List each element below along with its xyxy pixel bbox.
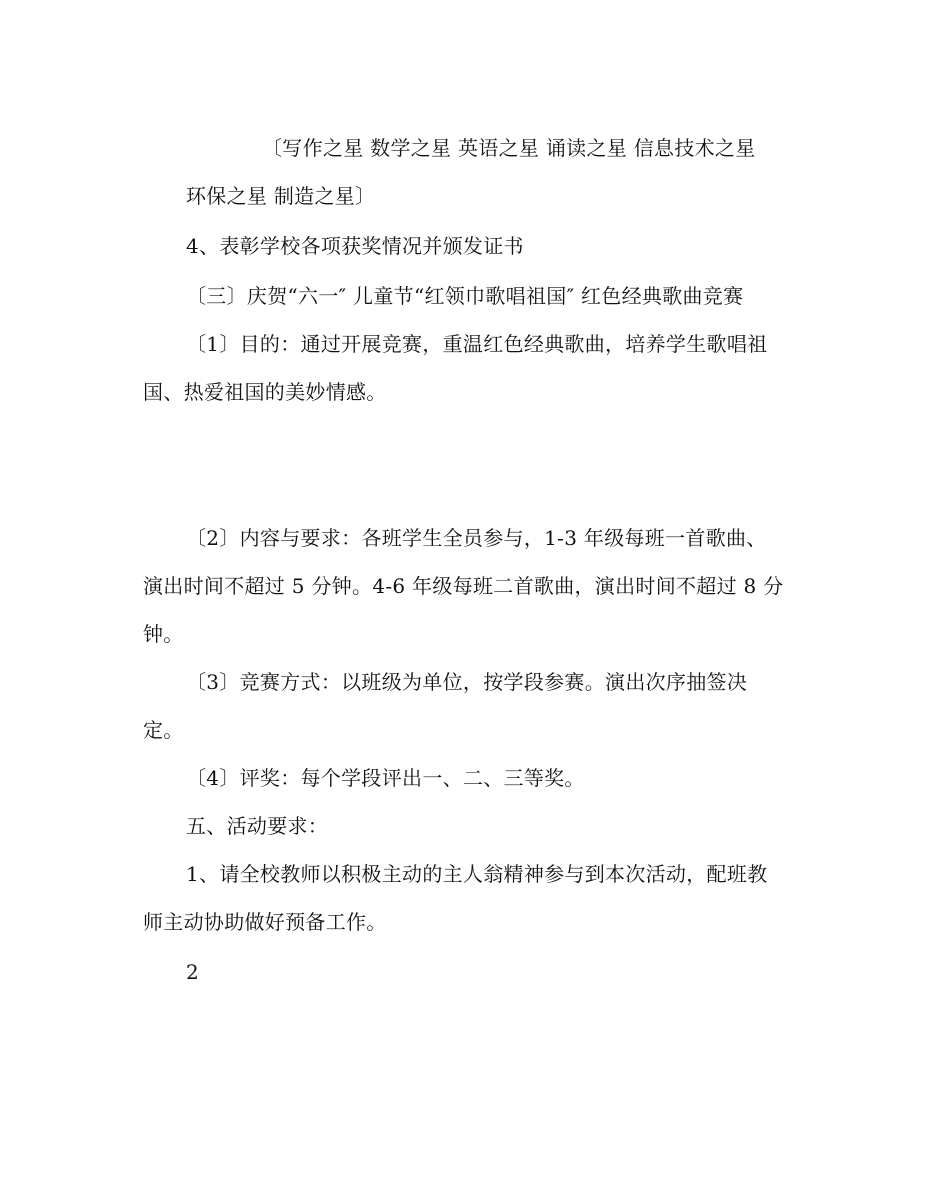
section-5-heading: 五、活动要求： xyxy=(186,814,329,838)
section-3-heading: 〔三〕庆贺“六一″ 儿童节“红领巾歌唱祖国″ 红色经典歌曲竞赛 xyxy=(186,284,744,308)
awards-line: 〔4〕评奖：每个学段评出一、二、三等奖。 xyxy=(186,766,585,790)
competition-method-line-1: 〔3〕竞赛方式：以班级为单位，按学段参赛。演出次序抽签决 xyxy=(186,670,748,694)
content-requirements-line-1: 〔2〕内容与要求：各班学生全员参与，1-3 年级每班一首歌曲、 xyxy=(186,526,767,550)
content-requirements-line-2: 演出时间不超过 5 分钟。4-6 年级每班二首歌曲，演出时间不超过 8 分 xyxy=(143,574,784,598)
requirement-1-line-1: 1、请全校教师以积极主动的主人翁精神参与到本次活动，配班教 xyxy=(186,862,768,886)
competition-method-line-2: 定。 xyxy=(143,718,184,742)
purpose-line-2: 国、热爱祖国的美妙情感。 xyxy=(143,380,387,404)
star-awards-line-1: 〔写作之星 数学之星 英语之星 诵读之星 信息技术之星 xyxy=(262,136,756,160)
content-requirements-line-3: 钟。 xyxy=(143,622,184,646)
star-awards-line-2: 环保之星 制造之星〕 xyxy=(186,184,376,208)
requirement-1-line-2: 师主动协助做好预备工作。 xyxy=(143,910,387,934)
purpose-line-1: 〔1〕目的：通过开展竞赛，重温红色经典歌曲，培养学生歌唱祖 xyxy=(186,332,768,356)
page-number: 2 xyxy=(186,960,200,984)
item-4-commendation: 4、表彰学校各项获奖情况并颁发证书 xyxy=(186,234,524,258)
